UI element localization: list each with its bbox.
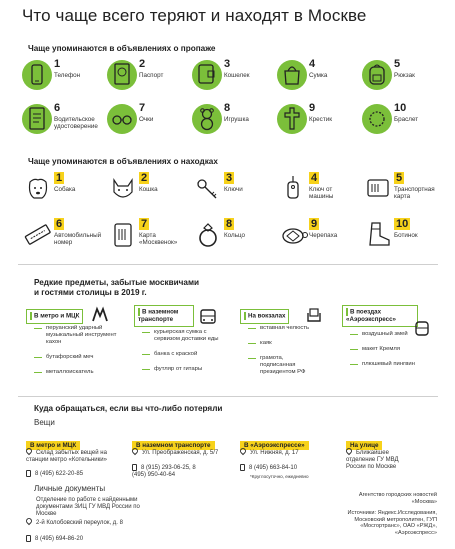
train-icon [412,319,432,339]
passport-icon [107,58,141,92]
where-heading: Куда обращаться, если вы что-либо потеряли [34,404,223,413]
location-pin-icon [345,447,353,455]
rare-list-item: курьерская сумка с сервизом доставки еды [142,329,222,343]
rare-list-item: перуанский ударный музыкальный инструмент кахон [34,325,118,346]
lost-item [192,102,277,140]
where-column-metro [26,434,126,478]
item-label: Браслет [394,116,419,123]
agency-credit: Агентство городских новостей «Москва» [358,492,437,505]
boot-icon [362,218,396,252]
item-number: 7 [141,218,148,230]
cat-icon [107,172,141,206]
item-number: 6 [56,218,63,230]
where-column-aeroexpress [240,434,340,479]
backpack-icon [362,58,396,92]
item-label: Кошка [139,186,158,193]
found-item [22,218,107,256]
where-note: *Круглосуточно, ежедневно [250,474,309,479]
rare-list [350,331,415,376]
item-label: Карта «Москвенок» [139,232,178,247]
rare-column-ground-transport [134,305,234,372]
phone-icon [26,470,31,477]
where-column-title: На улице [346,441,382,450]
rare-heading [34,278,204,298]
item-label: Крестик [309,116,332,123]
lost-item [22,102,107,140]
item-label: Ботинок [394,232,418,239]
item-label: Черепаха [309,232,338,239]
where-address-text: Склад забытых вещей на станции метро «Котельники» [26,450,107,463]
sources-credit: Источники: Яндекс.Исследования, Московский метрополитен, ГУП «Мосгортранс», ОАО «РЖД», «Аэроэкспресс» [347,510,437,537]
rare-list [248,325,320,384]
item-number: 6 [54,102,61,114]
where-phone [26,470,83,478]
location-pin-icon [25,517,33,525]
item-label: Рюкзак [394,72,415,79]
where-address [240,448,299,457]
where-address-text: Ул. Нижняя, д. 17 [250,450,299,456]
item-label: Кольцо [224,232,246,239]
item-label: Собака [54,186,76,193]
lost-grid [22,58,447,140]
rare-list-item: банка с краской [142,351,222,358]
lost-item [107,102,192,140]
docs-address [26,518,136,527]
rare-list [34,325,118,384]
item-number: 4 [311,172,318,184]
location-pin-icon [239,447,247,455]
item-number: 3 [226,172,233,184]
license-icon [22,102,56,136]
wallet-icon [192,58,226,92]
item-label: Ключ от машины [309,186,334,201]
rare-list-item: плюшевый пингвин [350,361,415,368]
phone-icon [22,58,56,92]
rare-column-title [342,305,418,327]
lost-item [107,58,192,96]
item-number: 10 [396,218,409,230]
rare-column-title [240,309,289,323]
docs-heading: Личные документы [34,484,106,493]
moskvenok-card-icon [107,218,141,252]
lost-item [192,58,277,96]
dog-icon [22,172,56,206]
item-number: 1 [56,172,63,184]
found-item [192,172,277,210]
rare-column-title-text: На вокзалах [248,313,286,320]
where-column-title: В «Аэроэкспрессе» [240,441,309,450]
item-label: Сумка [309,72,328,79]
lost-heading: Чаще упоминаются в объявлениях о пропаже [28,44,216,53]
rare-column-title [26,309,83,323]
turtle-icon [277,218,311,252]
where-phone-text: 8 (495) 622-20-85 [35,471,84,478]
keys-icon [192,172,226,206]
item-number: 8 [224,102,231,114]
section-divider [18,396,438,397]
item-label: Игрушка [224,116,249,123]
found-item [277,218,362,256]
docs-text: Отделение по работе с найденными документами ЗИЦ ГУ МВД России по Москве [36,497,140,517]
item-number: 2 [139,58,146,70]
found-grid [22,172,447,256]
item-number: 4 [309,58,316,70]
where-address [132,448,224,457]
rare-list-item: металлоискатель [34,369,118,376]
bracelet-icon [362,102,396,136]
item-number: 1 [54,58,61,70]
item-number: 7 [139,102,146,114]
item-label: Очки [139,116,154,123]
item-number: 2 [141,172,148,184]
item-number: 5 [394,58,401,70]
phone-icon [240,464,245,471]
glasses-icon [107,102,141,136]
rare-column-title-text: В наземном транспорте [138,308,179,324]
rare-list-item: вставная челюсть [248,325,320,332]
found-item [192,218,277,256]
rare-column-title-text: В метро и МЦК [34,313,80,320]
location-pin-icon [131,447,139,455]
item-number: 9 [309,102,316,114]
ring-icon [192,218,226,252]
lost-item [22,58,107,96]
found-item [277,172,362,210]
rare-list [142,329,222,381]
rare-list-item: каяк [248,340,320,347]
rare-column-title-text: В поездах «Аэроэкспресс» [346,308,396,324]
item-number: 5 [396,172,403,184]
item-label: Паспорт [139,72,164,79]
found-item [362,172,447,210]
docs-phone [26,535,83,543]
lost-item [277,58,362,96]
license-plate-icon [22,218,56,252]
rare-column-aeroexpress [342,305,442,367]
where-address [346,448,418,470]
where-column-street [346,434,438,470]
item-number: 3 [224,58,231,70]
rare-list-item: бутафорский меч [34,354,118,361]
where-phone-text: 8 (495) 663-84-10 [249,465,298,472]
armchair-icon [304,305,324,325]
bus-icon [198,307,218,327]
lost-item [277,102,362,140]
item-number: 8 [226,218,233,230]
transport-card-icon [362,172,396,206]
rare-column-metro [26,305,126,375]
page-title: Что чаще всего теряют и находят в Москве [22,6,367,25]
phone-icon [132,464,137,471]
rare-list-item: футляр от гитары [142,366,222,373]
where-column-title: В метро и МЦК [26,441,80,450]
where-address [26,448,120,464]
rare-column-stations [240,305,340,375]
rare-column-title [134,305,194,327]
item-number: 10 [394,102,407,114]
lost-item [362,102,447,140]
where-address-text: Ближайшее отделение ГУ МВД России по Москве [346,450,399,470]
rare-list-item: грамота, подписанная президентом РФ [248,355,320,376]
rare-list-item: воздушный змей [350,331,415,338]
item-label: Водительское удостоверение [54,116,98,131]
where-address-text: Ул. Преображенская, д. 5/7 [142,450,219,456]
rare-heading-text: Редкие предметы, забытые москвичами и гостями столицы в 2019 г. [34,278,200,297]
where-column-title: В наземном транспорте [132,441,215,450]
item-label: Телефон [54,72,81,79]
things-heading: Вещи [34,418,55,427]
found-item [22,172,107,210]
where-column-ground [132,434,236,478]
docs-address-text: 2-й Колобовский переулок, д. 8 [36,520,123,526]
where-phone [240,464,297,472]
found-item [107,218,192,256]
item-label: Автомобильный номер [54,232,102,247]
location-pin-icon [25,447,33,455]
bag-icon [277,58,311,92]
where-phone [132,464,200,479]
phone-icon [26,535,31,542]
item-number: 9 [311,218,318,230]
item-label: Ключи [224,186,243,193]
item-label: Кошелек [224,72,250,79]
teddy-bear-icon [192,102,226,136]
found-item [362,218,447,256]
item-label: Транспортная карта [394,186,435,201]
docs-phone-text: 8 (495) 694-86-20 [35,536,84,543]
car-key-icon [277,172,311,206]
section-divider [18,264,438,265]
metro-icon [90,305,110,325]
lost-item [362,58,447,96]
rare-list-item: макет Кремля [350,346,415,353]
found-heading: Чаще упоминаются в объявлениях о находках [28,157,218,166]
found-item [107,172,192,210]
where-phone-text: 8 (915) 293-06-25, 8 (495) 950-40-64 [132,465,196,478]
cross-icon [277,102,311,136]
